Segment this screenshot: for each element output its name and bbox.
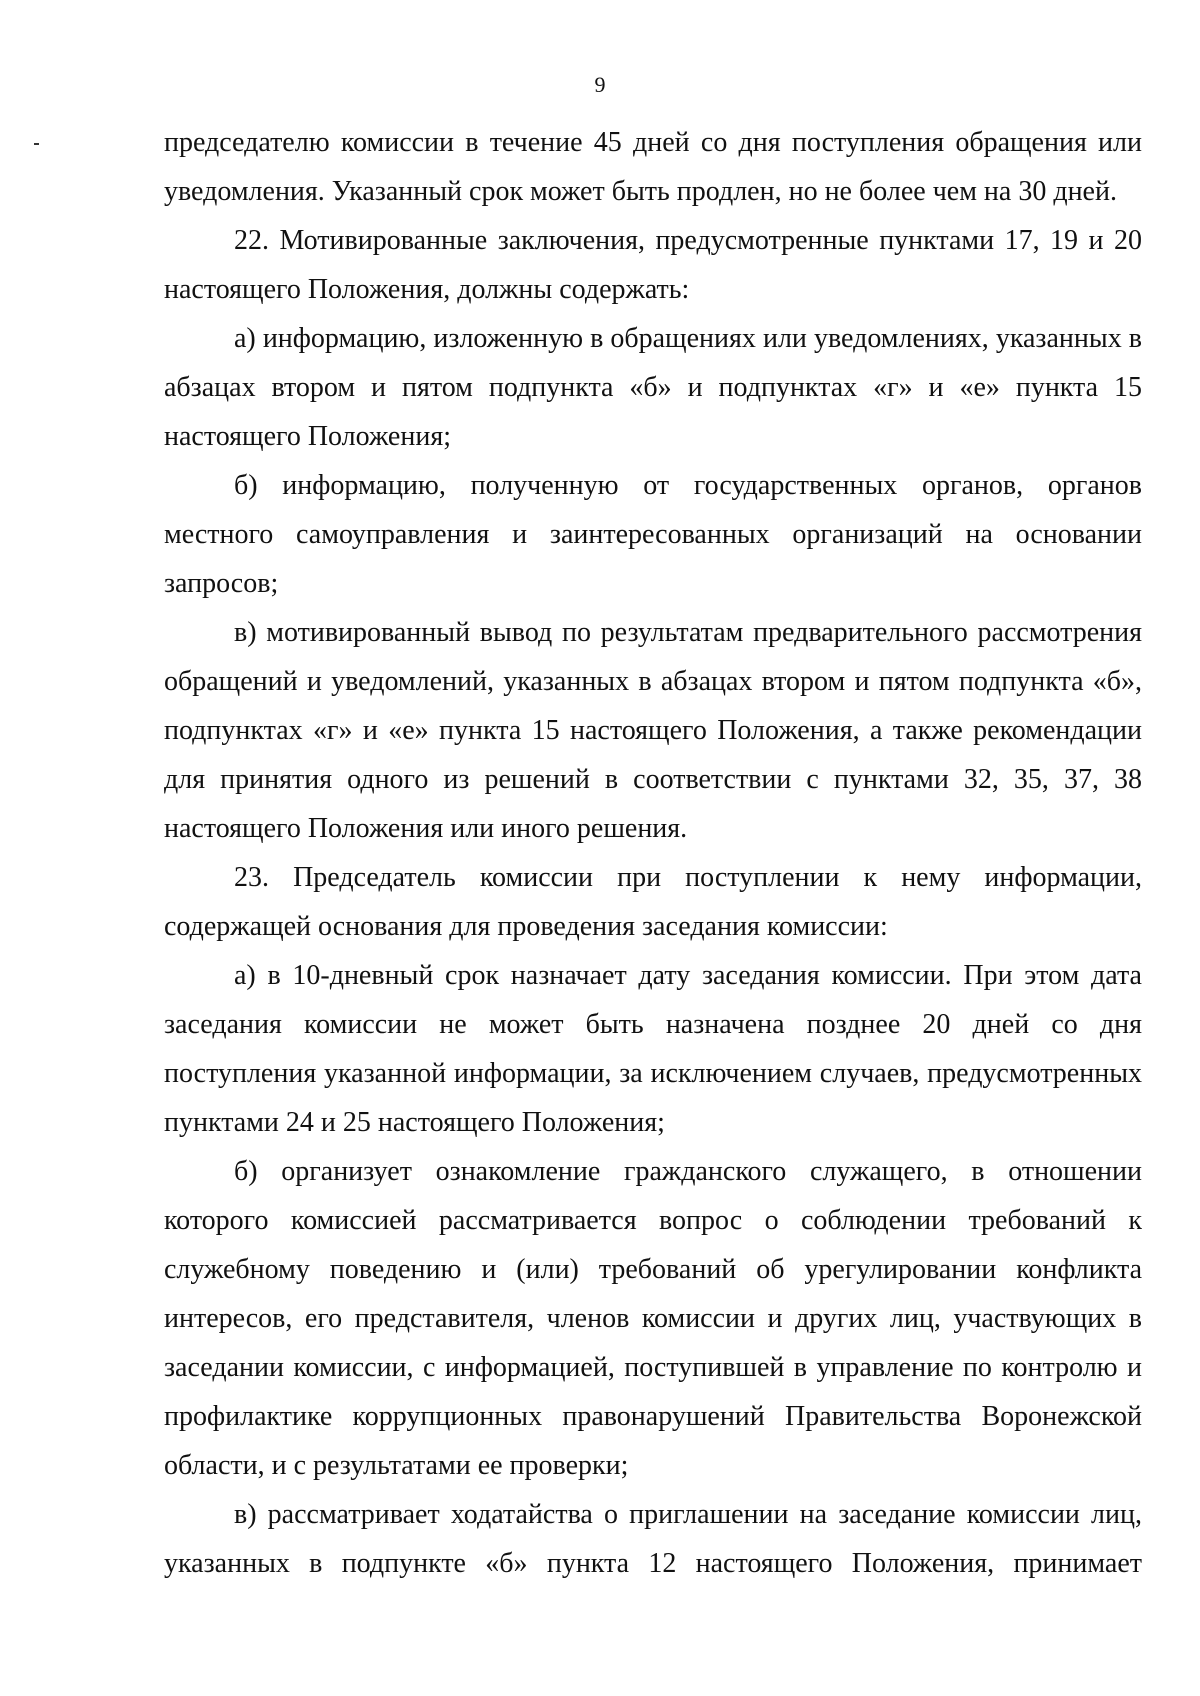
paragraph-continuation: председателю комиссии в течение 45 дней со дня поступления обращения или уведомления. Указанный срок может быть продлен, но не более чем на 30 дней.: [164, 127, 1142, 207]
paragraph-23-v: в) рассматривает ходатайства о приглашении на заседание комиссии лиц, указанных в подпункте «б» пункта 12 настоящего Положения, принимает: [164, 1499, 1142, 1579]
paragraph-22-a: а) информацию, изложенную в обращениях или уведомлениях, указанных в абзацах втором и пятом подпункта «б» и подпунктах «г» и «е» пункта 15 настоящего Положения;: [164, 323, 1142, 452]
paragraph-22: 22. Мотивированные заключения, предусмотренные пунктами 17, 19 и 20 настоящего Положения, должны содержать:: [164, 225, 1142, 305]
paragraph-23: 23. Председатель комиссии при поступлении к нему информации, содержащей основания для проведения заседания комиссии:: [164, 862, 1142, 942]
paragraph-22-b: б) информацию, полученную от государственных органов, органов местного самоуправления и заинтересованных организаций на основании запросов;: [164, 470, 1142, 599]
paragraph-23-b: б) организует ознакомление гражданского служащего, в отношении которого комиссией рассматривается вопрос о соблюдении требований к служебному поведению и (или) требований об урегулировании конфликта интересов, его представителя, членов комиссии и других лиц, участвующих в заседании комиссии, с информацией, поступившей в управление по контролю и профилактике коррупционных правонарушений Правительства Воронежской области, и с результатами ее проверки;: [164, 1156, 1142, 1481]
paragraph-23-a: а) в 10-дневный срок назначает дату заседания комиссии. При этом дата заседания комиссии не может быть назначена позднее 20 дней со дня поступления указанной информации, за исключением случаев, предусмотренных пунктами 24 и 25 настоящего Положения;: [164, 960, 1142, 1138]
page-number: 9: [594, 72, 606, 97]
document-body: [164, 118, 1142, 1588]
margin-mark: [34, 143, 39, 145]
paragraph-22-v: в) мотивированный вывод по результатам предварительного рассмотрения обращений и уведомлений, указанных в абзацах втором и пятом подпункта «б», подпунктах «г» и «е» пункта 15 настоящего Положения, а также рекомендации для принятия одного из решений в соответствии с пунктами 32, 35, 37, 38 настоящего Положения или иного решения.: [164, 617, 1142, 844]
